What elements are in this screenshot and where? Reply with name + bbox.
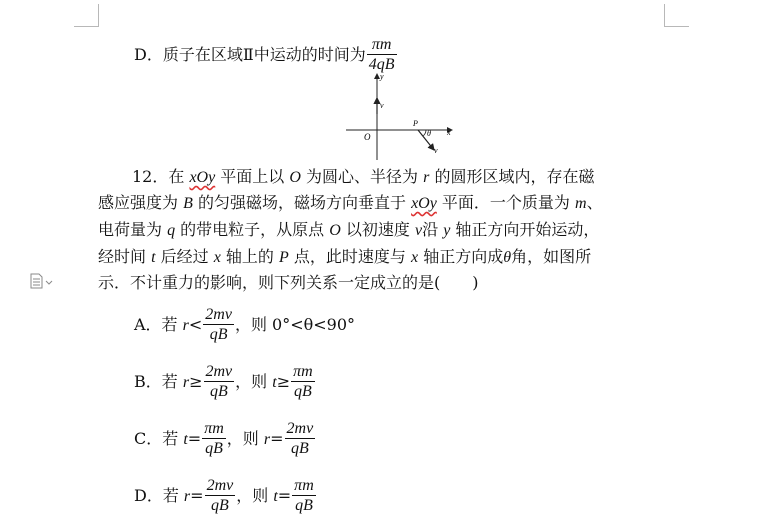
fraction: $\frac{2mv}{qB}$ bbox=[205, 306, 232, 343]
fraction: $\frac{\pi m}{qB}$ bbox=[293, 363, 313, 400]
velocity-arrow-end bbox=[418, 130, 434, 150]
fraction: $\frac{\pi m}{qB}$ bbox=[204, 420, 224, 457]
angle-theta-label: θ bbox=[427, 129, 431, 138]
question-line-1: 12．在 xOy 平面上以 O 为圆心、半径为 r 的圆形区域内，存在磁 bbox=[132, 167, 595, 186]
margin-mark-top-left bbox=[74, 4, 99, 27]
option-d-prev: D．质子在区域Ⅱ中运动的时间为 $\frac{\pi m}{4qB}$ bbox=[134, 36, 395, 73]
margin-mark-top-right bbox=[664, 4, 689, 27]
chevron-down-icon bbox=[46, 281, 52, 284]
velocity-label-bottom: v bbox=[434, 146, 438, 155]
velocity-label-top: v bbox=[380, 101, 384, 110]
origin-label: O bbox=[364, 132, 371, 142]
question-line-3: 电荷量为 q 的带电粒子，从原点 O 以初速度 v沿 y 轴正方向开始运动， bbox=[98, 220, 600, 239]
question-line-4: 经时间 t 后经过 x 轴上的 P 点，此时速度与 x 轴正方向成θ角，如图所 bbox=[98, 247, 592, 266]
x-axis-label: x bbox=[447, 128, 451, 137]
figure-diagram bbox=[342, 70, 458, 162]
fraction: $\frac{\pi m}{qB}$ bbox=[294, 477, 314, 514]
question-line-2: 感应强度为 B 的匀强磁场，磁场方向垂直于 xOy 平面．一个质量为 m、 bbox=[98, 193, 603, 212]
angle-arc bbox=[423, 130, 426, 136]
fraction: $\frac{\pi m}{4qB}$ bbox=[368, 36, 395, 73]
option-b[interactable]: B．若 r≥ $\frac{2mv}{qB}$ ，则 t≥ $\frac{\pi m}{qB}$ bbox=[134, 363, 313, 400]
point-p-label: P bbox=[413, 119, 418, 128]
fraction: $\frac{2mv}{qB}$ bbox=[205, 363, 233, 400]
document-icon[interactable] bbox=[30, 273, 54, 289]
question-line-5: 示．不计重力的影响，则下列关系一定成立的是( ) bbox=[98, 273, 479, 292]
option-d[interactable]: D．若 r= $\frac{2mv}{qB}$ ，则 t= $\frac{\pi m}{qB}$ bbox=[134, 477, 314, 514]
fraction: $\frac{2mv}{qB}$ bbox=[206, 477, 234, 514]
option-c[interactable]: C．若 t= $\frac{\pi m}{qB}$ ，则 r= $\frac{2mv}{qB}$ bbox=[134, 420, 314, 457]
fraction: $\frac{2mv}{qB}$ bbox=[286, 420, 314, 457]
option-a[interactable]: A．若 r< $\frac{2mv}{qB}$ ，则 0°<θ<90° bbox=[134, 306, 356, 343]
y-axis-label: y bbox=[380, 72, 384, 81]
